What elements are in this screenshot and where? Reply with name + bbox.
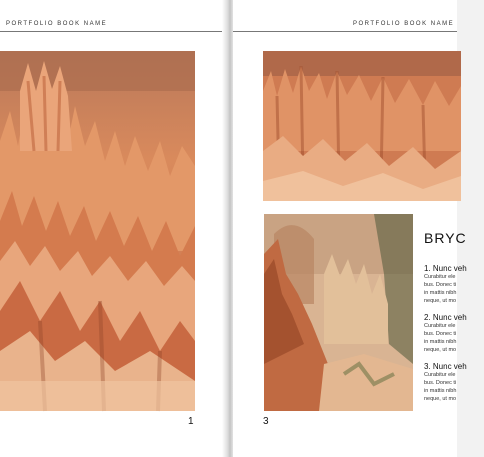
text-item-2 [424,313,484,354]
item-number: 3. [424,362,431,371]
item-line: in mattis nibh [424,290,457,296]
item-lead [424,362,484,371]
item-lead-text: Nunc veh [432,362,467,371]
hoodoo-photo-right-top [263,51,461,201]
item-lead [424,264,484,273]
left-page [0,0,228,457]
item-line: bus. Donec ti [424,380,457,386]
item-number: 1. [424,264,431,273]
header-rule-right [233,31,457,32]
item-number: 2. [424,313,431,322]
running-head-left: PORTFOLIO BOOK NAME [6,21,108,27]
item-line: Curabitur ele [424,274,456,280]
text-panel-title: BRYC [424,230,467,246]
right-page [233,0,467,457]
item-line: Curabitur ele [424,372,456,378]
item-line: in mattis nibh [424,388,457,394]
running-head-right: PORTFOLIO BOOK NAME [353,21,455,27]
hoodoo-photo-right-bottom [264,214,413,411]
bryce-text-panel [424,230,484,411]
text-item-1 [424,264,484,305]
text-item-3 [424,362,484,403]
item-line: Curabitur ele [424,323,456,329]
item-line: neque, ut mo [424,347,457,353]
header-rule-left [0,31,228,32]
item-lead [424,313,484,322]
item-lead-text: Nunc veh [432,313,467,322]
item-line: neque, ut mo [424,396,457,402]
item-lead-text: Nunc veh [432,264,467,273]
page-number-left: 1 [188,416,194,427]
item-line: bus. Donec ti [424,331,457,337]
hoodoo-photo-left [0,51,195,411]
page-number-right: 3 [263,416,269,427]
item-line: in mattis nibh [424,339,457,345]
item-line: bus. Donec ti [424,282,457,288]
item-line: neque, ut mo [424,298,457,304]
